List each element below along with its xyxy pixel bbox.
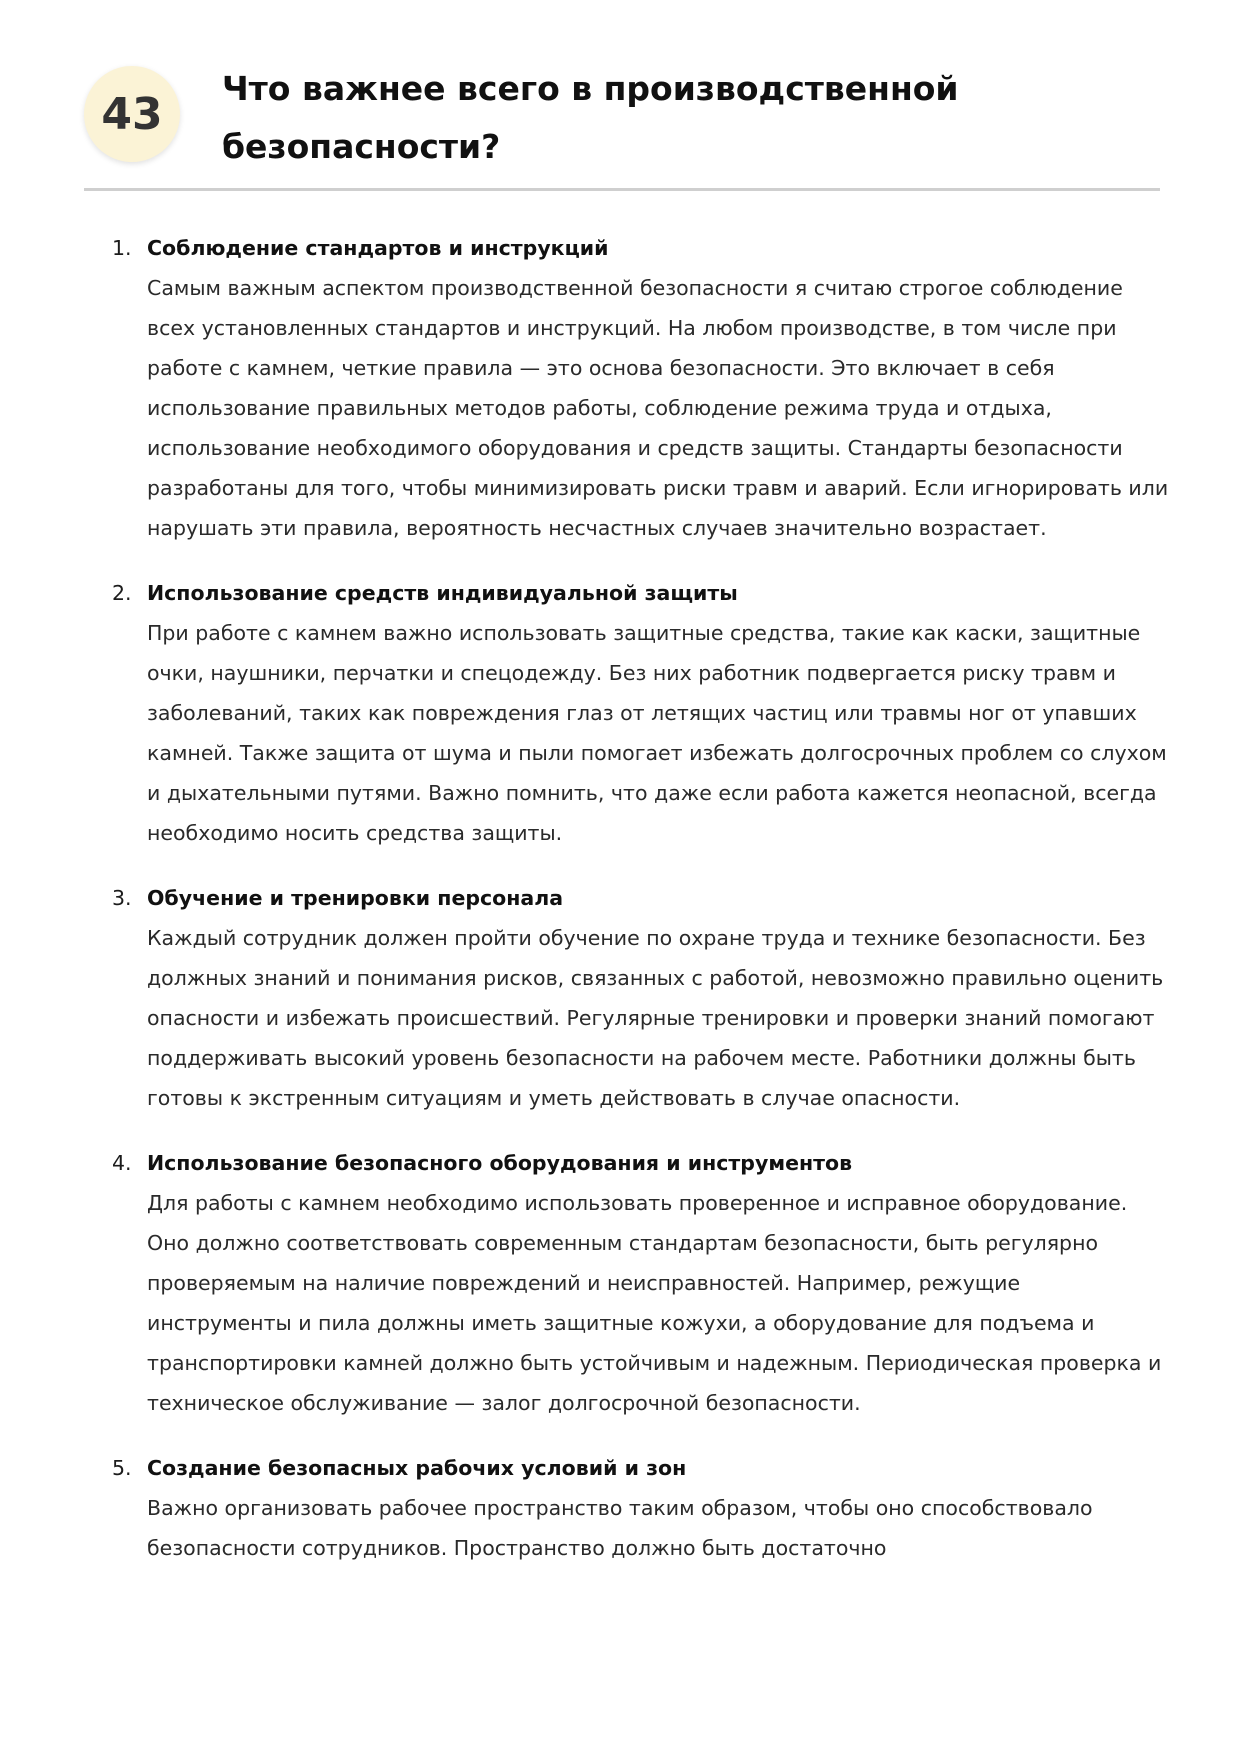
list-item [112, 878, 1170, 1118]
list-item-number: 4. [112, 1151, 132, 1175]
answer-list [112, 228, 1170, 1593]
list-item-body: Для работы с камнем необходимо использовать проверенное и исправное оборудование. Оно должно соответствовать современным стандартам безопасности, быть регулярно проверяемым на наличие повреждений и неисправностей. Например, режущие инструменты и пила должны иметь защитные кожухи, а оборудование для подъема и транспортировки камней должно быть устойчивым и надежным. Периодическая проверка и техническое обслуживание — залог долгосрочной безопасности. [147, 1191, 1162, 1415]
list-item-body: Важно организовать рабочее пространство таким образом, чтобы оно способствовало безопасности сотрудников. Пространство должно быть достаточно [147, 1496, 1093, 1560]
list-item-number: 2. [112, 581, 132, 605]
list-item-title: Создание безопасных рабочих условий и зон [147, 1456, 687, 1480]
list-item-title: Использование средств индивидуальной защиты [147, 581, 738, 605]
list-item-title: Использование безопасного оборудования и инструментов [147, 1151, 853, 1175]
page-header [84, 60, 1160, 191]
list-item-number: 5. [112, 1456, 132, 1480]
question-number-badge: 43 [84, 66, 180, 162]
list-item-title: Соблюдение стандартов и инструкций [147, 236, 609, 260]
page-title: Что важнее всего в производственной безопасности? [222, 69, 959, 166]
list-item-number: 3. [112, 886, 132, 910]
list-item [112, 1448, 1170, 1568]
list-item [112, 1143, 1170, 1423]
list-item-body: Каждый сотрудник должен пройти обучение по охране труда и технике безопасности. Без должных знаний и понимания рисков, связанных с работой, невозможно правильно оценить опасности и избежать происшествий. Регулярные тренировки и проверки знаний помогают поддерживать высокий уровень безопасности на рабочем месте. Работники должны быть готовы к экстренным ситуациям и уметь действовать в случае опасности. [147, 926, 1164, 1110]
list-item-body: При работе с камнем важно использовать защитные средства, такие как каски, защитные очки, наушники, перчатки и спецодежду. Без них работник подвергается риску травм и заболеваний, таких как повреждения глаз от летящих частиц или травмы ног от упавших камней. Также защита от шума и пыли помогает избежать долгосрочных проблем со слухом и дыхательными путями. Важно помнить, что даже если работа кажется неопасной, всегда необходимо носить средства защиты. [147, 621, 1167, 845]
list-item-title: Обучение и тренировки персонала [147, 886, 564, 910]
list-item-body: Самым важным аспектом производственной безопасности я считаю строгое соблюдение всех установленных стандартов и инструкций. На любом производстве, в том числе при работе с камнем, четкие правила — это основа безопасности. Это включает в себя использование правильных методов работы, соблюдение режима труда и отдыха, использование необходимого оборудования и средств защиты. Стандарты безопасности разработаны для того, чтобы минимизировать риски травм и аварий. Если игнорировать или нарушать эти правила, вероятность несчастных случаев значительно возрастает. [147, 276, 1169, 540]
list-item [112, 573, 1170, 853]
list-item-number: 1. [112, 236, 132, 260]
list-item [112, 228, 1170, 548]
